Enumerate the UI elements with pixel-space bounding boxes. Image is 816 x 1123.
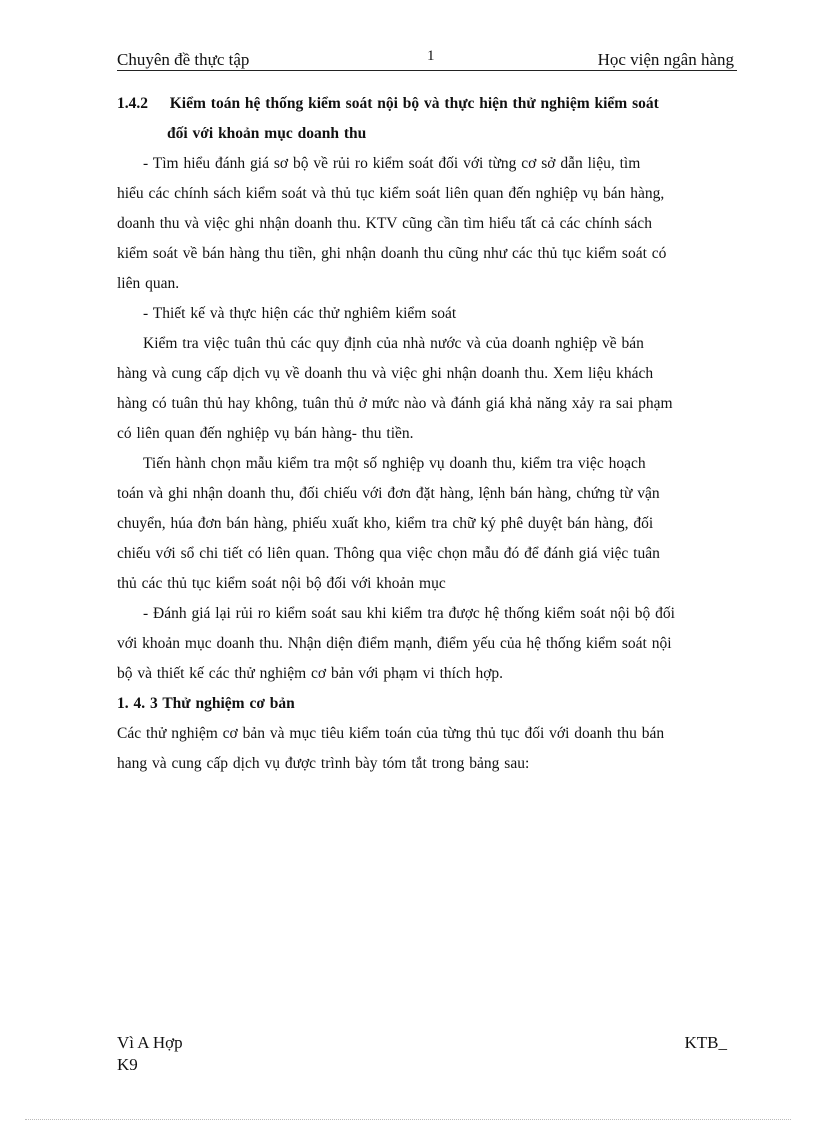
body-line: với khoản mục doanh thu. Nhận diện điểm mạnh, điểm yếu của hệ thống kiểm soát nội	[117, 635, 672, 652]
body-line: chiếu với sổ chi tiết có liên quan. Thông qua việc chọn mẫu đó để đánh giá việc tuân	[117, 545, 660, 562]
body-line: doanh thu và việc ghi nhận doanh thu. KTV cũng cần tìm hiểu tất cả các chính sách	[117, 215, 652, 232]
body-line: Tiến hành chọn mẫu kiểm tra một số nghiệp vụ doanh thu, kiểm tra việc hoạch	[143, 455, 646, 472]
section-heading-143: 1. 4. 3 Thử nghiệm cơ bản	[117, 695, 295, 712]
body-line: thủ các thủ tục kiểm soát nội bộ đối với khoản mục	[117, 575, 446, 592]
footer-author: Vì A Hợp	[117, 1033, 183, 1052]
body-line: toán và ghi nhận doanh thu, đối chiếu với đơn đặt hàng, lệnh bán hàng, chứng từ vận	[117, 485, 660, 502]
section-heading-142	[117, 94, 659, 114]
section-number: 1.4.2	[117, 95, 148, 112]
footer-class-suffix: K9	[117, 1055, 138, 1074]
body-line: hàng và cung cấp dịch vụ về doanh thu và việc ghi nhận doanh thu. Xem liệu khách	[117, 365, 654, 382]
body-line: Kiểm tra việc tuân thủ các quy định của nhà nước và của doanh nghiệp về bán	[143, 335, 644, 352]
header-right-title: Học viện ngân hàng	[597, 50, 734, 69]
page-number: 1	[427, 48, 435, 64]
header-left-title: Chuyên đề thực tập	[117, 50, 250, 69]
section-title-line2: đối với khoản mục doanh thu	[167, 125, 367, 142]
page-bottom-divider	[25, 1119, 791, 1120]
body-line: - Đánh giá lại rủi ro kiểm soát sau khi kiểm tra được hệ thống kiểm soát nội bộ đối	[143, 605, 675, 622]
body-line: liên quan.	[117, 275, 180, 292]
body-line: - Thiết kế và thực hiện các thử nghiêm kiểm soát	[143, 305, 457, 322]
body-line: hiểu các chính sách kiểm soát và thủ tục kiểm soát liên quan đến nghiệp vụ bán hàng,	[117, 185, 665, 202]
closing-line: Các thử nghiệm cơ bản và mục tiêu kiểm toán của từng thủ tục đối với doanh thu bán	[117, 725, 665, 742]
body-line: - Tìm hiểu đánh giá sơ bộ về rủi ro kiểm soát đối với từng cơ sở dẫn liệu, tìm	[143, 155, 641, 172]
body-line: kiểm soát về bán hàng thu tiền, ghi nhận doanh thu cũng như các thủ tục kiểm soát có	[117, 245, 667, 262]
body-line: hàng có tuân thủ hay không, tuân thủ ở mức nào và đánh giá khả năng xảy ra sai phạm	[117, 395, 673, 412]
page-header	[117, 48, 737, 71]
closing-line: hang và cung cấp dịch vụ được trình bày tóm tắt trong bảng sau:	[117, 755, 530, 772]
section-title-line1: Kiểm toán hệ thống kiểm soát nội bộ và thực hiện thử nghiệm kiểm soát	[169, 95, 659, 112]
body-line: bộ và thiết kế các thử nghiệm cơ bản với phạm vi thích hợp.	[117, 665, 504, 682]
body-line: chuyển, húa đơn bán hàng, phiếu xuất kho, kiểm tra chữ ký phê duyệt bán hàng, đối	[117, 515, 654, 532]
footer-class-code: KTB_	[684, 1033, 727, 1052]
body-line: có liên quan đến nghiệp vụ bán hàng- thu tiền.	[117, 425, 414, 442]
